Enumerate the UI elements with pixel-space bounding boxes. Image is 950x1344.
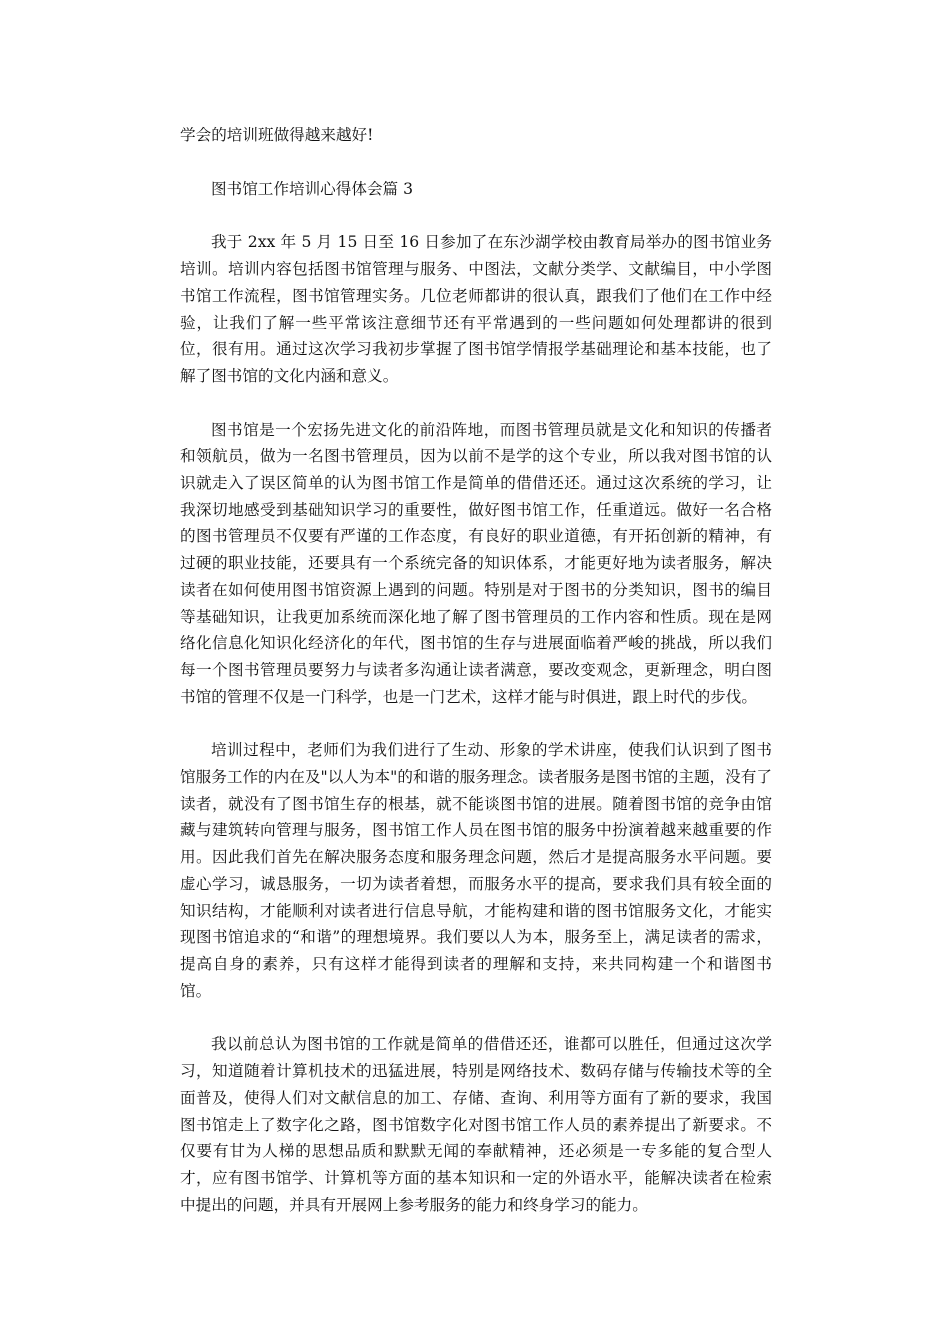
paragraph-3: 培训过程中，老师们为我们进行了生动、形象的学术讲座，使我们认识到了图书馆服务工作的内在及"以人为本"的和谐的服务理念。读者服务是图书馆的主题，没有了读者，就没有了图书馆生存的根基，就不能谈图书馆的进展。随着图书馆的竞争由馆藏与建筑转向管理与服务，图书馆工作人员在图书馆的服务中扮演着越来越重要的作用。因此我们首先在解决服务态度和服务理念问题，然后才是提高服务水平问题。要虚心学习，诚恳服务，一切为读者着想，而服务水平的提高，要求我们具有较全面的知识结构，才能顺利对读者进行信息导航，才能构建和谐的图书馆服务文化，才能实现图书馆追求的“和谐”的理想境界。我们要以人为本，服务至上，满足读者的需求，提高自身的素养，只有这样才能得到读者的理解和支持，来共同构建一个和谐图书馆。: [180, 741, 772, 1000]
section-heading: 图书馆工作培训心得体会篇 3: [211, 179, 414, 198]
paragraph-2: 图书馆是一个宏扬先进文化的前沿阵地，而图书管理员就是文化和知识的传播者和领航员，做为一名图书管理员，因为以前不是学的这个专业，所以我对图书馆的认识就走入了误区简单的认为图书馆工作是简单的借借还还。通过这次系统的学习，让我深切地感受到基础知识学习的重要性，做好图书馆工作，任重道远。做好一名合格的图书管理员不仅要有严谨的工作态度，有良好的职业道德，有开拓创新的精神，有过硬的职业技能，还要具有一个系统完备的知识体系，才能更好地为读者服务，解决读者在如何使用图书馆资源上遇到的问题。特别是对于图书的分类知识，图书的编目等基础知识，让我更加系统而深化地了解了图书管理员的工作内容和性质。现在是网络化信息化知识化经济化的年代，图书馆的生存与进展面临着严峻的挑战，所以我们每一个图书管理员要努力与读者多沟通让读者满意，要改变观念，更新理念，明白图书馆的管理不仅是一门科学，也是一门艺术，这样才能与时俱进，跟上时代的步伐。: [180, 420, 772, 706]
document-page: [180, 122, 772, 1245]
continuation-line: 学会的培训班做得越来越好!: [180, 126, 374, 144]
paragraph-1: 我于 2xx 年 5 月 15 日至 16 日参加了在东沙湖学校由教育局举办的图书馆业务培训。培训内容包括图书馆管理与服务、中图法，文献分类学、文献编目，中小学图书馆工作流程，图书馆管理实务。几位老师都讲的很认真，跟我们了他们在工作中经验，让我们了解一些平常该注意细节还有平常遇到的一些问题如何处理都讲的很到位，很有用。通过这次学习我初步掌握了图书馆学情报学基础理论和基本技能，也了解了图书馆的文化内涵和意义。: [180, 233, 772, 385]
paragraph-4: 我以前总认为图书馆的工作就是简单的借借还还，谁都可以胜任，但通过这次学习，知道随着计算机技术的迅猛进展，特别是网络技术、数码存储与传输技术等的全面普及，使得人们对文献信息的加工、存储、查询、利用等方面有了新的要求，我国图书馆走上了数字化之路，图书馆数字化对图书馆工作人员的素养提出了新要求。不仅要有甘为人梯的思想品质和默默无闻的奉献精神，还必须是一专多能的复合型人才，应有图书馆学、计算机等方面的基本知识和一定的外语水平，能解决读者在检索中提出的问题，并具有开展网上参考服务的能力和终身学习的能力。: [180, 1035, 772, 1214]
